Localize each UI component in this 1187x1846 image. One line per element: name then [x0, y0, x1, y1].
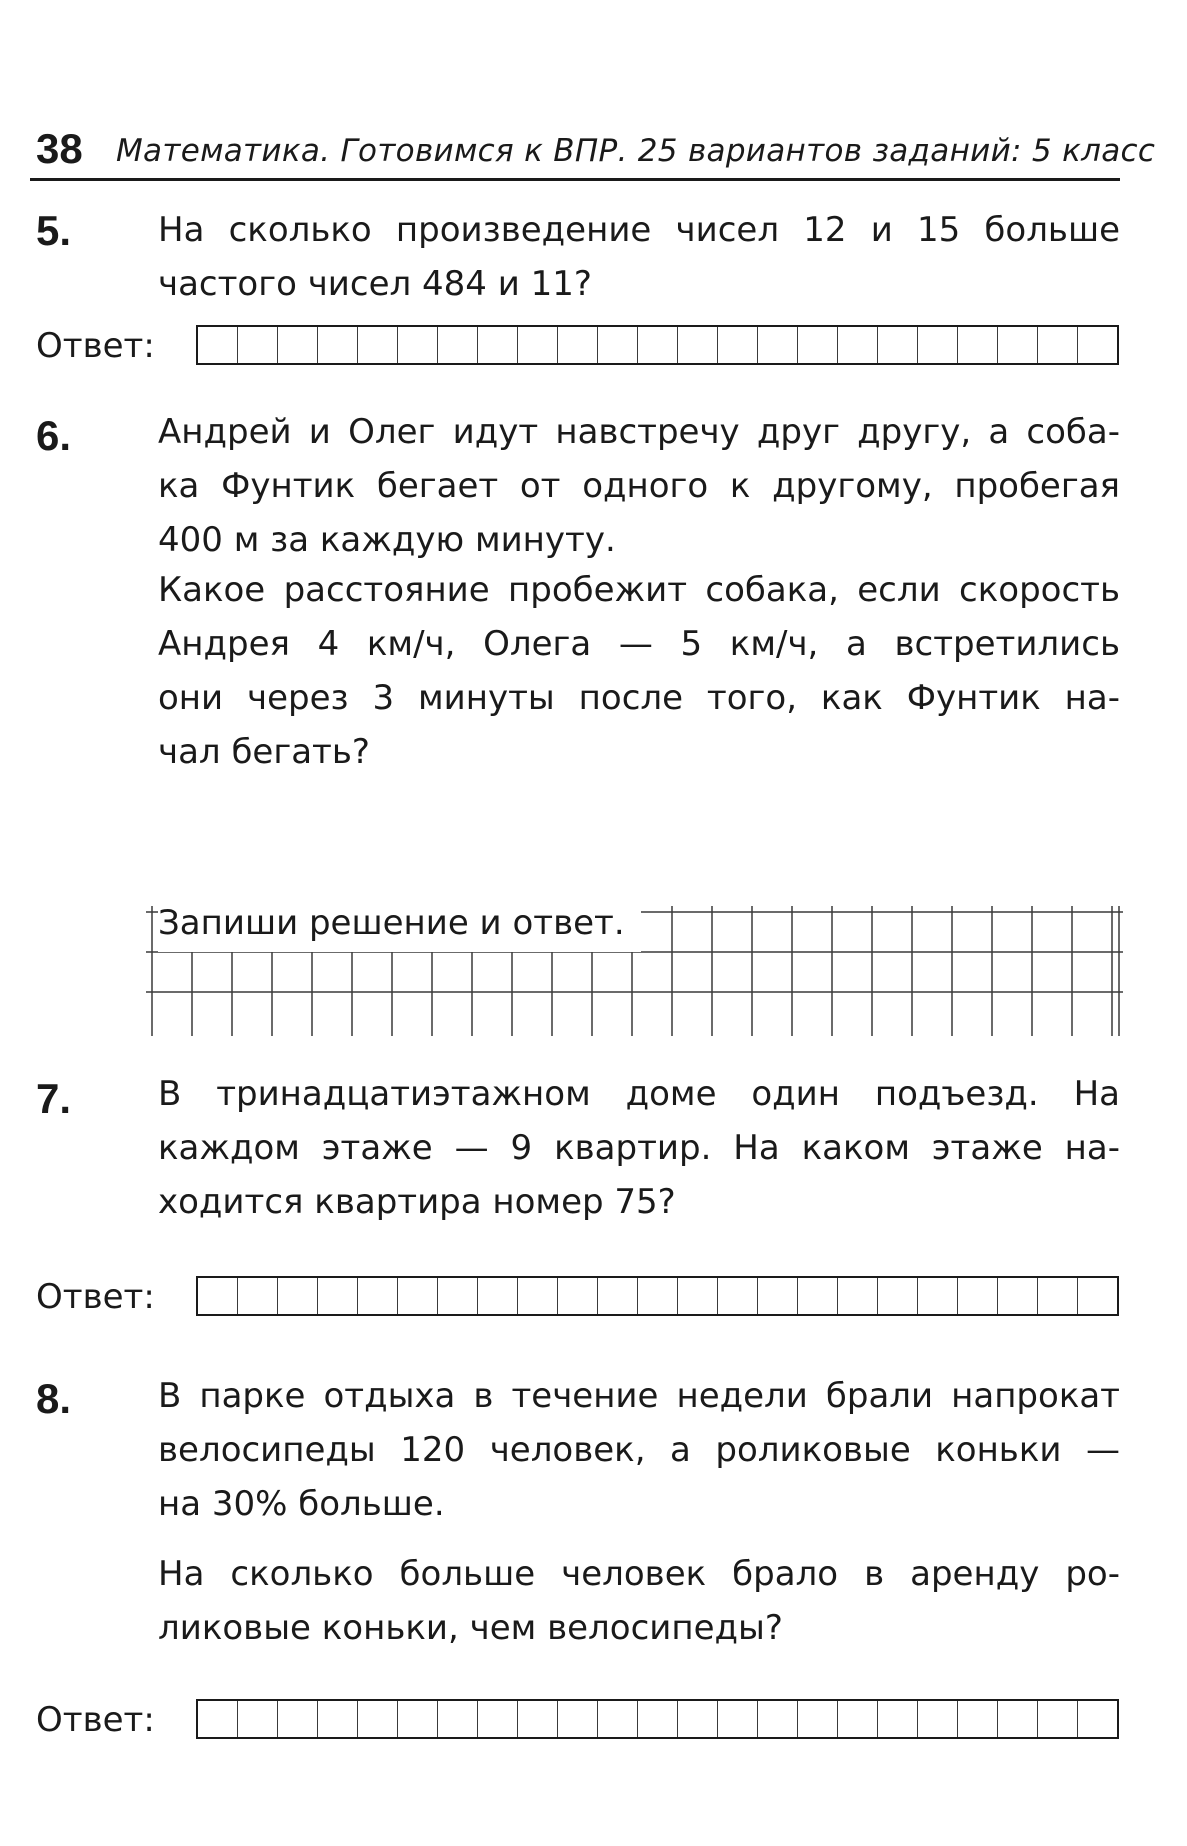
page-number: 38 — [36, 125, 83, 172]
answer-cell[interactable] — [918, 1701, 958, 1737]
text-line: Андрея 4 км/ч, Олега — 5 км/ч, а встретились — [158, 624, 1120, 664]
text-line: каждом этаже — 9 квартир. На каком этаже на- — [158, 1128, 1120, 1168]
answer-cell[interactable] — [358, 1701, 398, 1737]
text-line: В тринадцатиэтажном доме один подъезд. На — [158, 1074, 1120, 1114]
answer-cell[interactable] — [478, 1278, 518, 1314]
answer-cell[interactable] — [278, 1701, 318, 1737]
text-line: ходится квартира номер 75? — [158, 1182, 676, 1222]
answer-cell[interactable] — [678, 1278, 718, 1314]
answer-cell[interactable] — [1038, 1278, 1078, 1314]
answer-cell[interactable] — [838, 1278, 878, 1314]
answer-cell[interactable] — [1038, 1701, 1078, 1737]
answer-cell[interactable] — [918, 1278, 958, 1314]
task-7-number: 7. — [36, 1075, 72, 1122]
answer-cell[interactable] — [198, 1278, 238, 1314]
answer-cell[interactable] — [958, 1278, 998, 1314]
answer-cell[interactable] — [958, 1701, 998, 1737]
answer-cell[interactable] — [398, 1701, 438, 1737]
text-line: Какое расстояние пробежит собака, если скорость — [158, 570, 1120, 610]
answer-cell[interactable] — [678, 1701, 718, 1737]
task-5-answer-label: Ответ: — [36, 326, 155, 366]
text-line: На сколько произведение чисел 12 и 15 больше — [158, 210, 1120, 250]
answer-cell[interactable] — [278, 1278, 318, 1314]
answer-cell[interactable] — [758, 1701, 798, 1737]
answer-cell[interactable] — [838, 1701, 878, 1737]
answer-cell[interactable] — [478, 1701, 518, 1737]
task-8-text-1 — [158, 1369, 1120, 1531]
answer-cell[interactable] — [238, 1278, 278, 1314]
text-line: частого чисел 484 и 11? — [158, 264, 592, 304]
answer-cell[interactable] — [518, 1278, 558, 1314]
answer-cell[interactable] — [398, 1278, 438, 1314]
task-5-number: 5. — [36, 207, 72, 254]
task-7-text — [158, 1067, 1120, 1229]
answer-cell[interactable] — [598, 1701, 638, 1737]
answer-cell[interactable] — [998, 1701, 1038, 1737]
text-line: В парке отдыха в течение недели брали напрокат — [158, 1376, 1120, 1416]
answer-cell[interactable] — [318, 1701, 358, 1737]
answer-cell[interactable] — [438, 1278, 478, 1314]
answer-cell[interactable] — [558, 1278, 598, 1314]
answer-cell[interactable] — [1078, 1701, 1117, 1737]
answer-cell[interactable] — [718, 1701, 758, 1737]
answer-cell[interactable] — [238, 1701, 278, 1737]
task-8-answer-field[interactable] — [196, 1699, 1119, 1739]
answer-cell[interactable] — [518, 1701, 558, 1737]
answer-cell[interactable] — [878, 1701, 918, 1737]
answer-cell[interactable] — [638, 1701, 678, 1737]
answer-cell[interactable] — [438, 1701, 478, 1737]
text-line: велосипеды 120 человек, а роликовые коньки — — [158, 1430, 1120, 1470]
task-8-number: 8. — [36, 1375, 72, 1422]
text-line: ка Фунтик бегает от одного к другому, пробегая — [158, 466, 1120, 506]
text-line: Андрей и Олег идут навстречу друг другу, а соба- — [158, 412, 1120, 452]
task-6-solution-label: Запиши решение и ответ. — [158, 902, 641, 952]
answer-cell[interactable] — [558, 1701, 598, 1737]
text-line: чал бегать? — [158, 732, 370, 772]
answer-cell[interactable] — [758, 1278, 798, 1314]
answer-cell[interactable] — [878, 1278, 918, 1314]
answer-cell[interactable] — [1078, 1278, 1117, 1314]
task-6-number: 6. — [36, 412, 72, 459]
book-title: Математика. Готовимся к ВПР. 25 вариантов заданий: 5 класс — [116, 133, 1156, 169]
task-7-answer-field[interactable] — [196, 1276, 1119, 1316]
answer-cell[interactable] — [358, 1278, 398, 1314]
text-line: 400 м за каждую минуту. — [158, 520, 616, 560]
answer-cell[interactable] — [598, 1278, 638, 1314]
answer-cell[interactable] — [318, 1278, 358, 1314]
task-8-text-2 — [158, 1547, 1120, 1655]
answer-cell[interactable] — [798, 1278, 838, 1314]
text-line: они через 3 минуты после того, как Фунтик на- — [158, 678, 1120, 718]
answer-cell[interactable] — [998, 1278, 1038, 1314]
task-8-answer-label: Ответ: — [36, 1700, 155, 1740]
text-line: ликовые коньки, чем велосипеды? — [158, 1608, 783, 1648]
answer-cell[interactable] — [718, 1278, 758, 1314]
answer-cell[interactable] — [638, 1278, 678, 1314]
task-7-answer-label: Ответ: — [36, 1277, 155, 1317]
answer-cell[interactable] — [198, 1701, 238, 1737]
text-line: На сколько больше человек брало в аренду ро- — [158, 1554, 1120, 1594]
answer-cell[interactable] — [798, 1701, 838, 1737]
text-line: на 30% больше. — [158, 1484, 445, 1524]
